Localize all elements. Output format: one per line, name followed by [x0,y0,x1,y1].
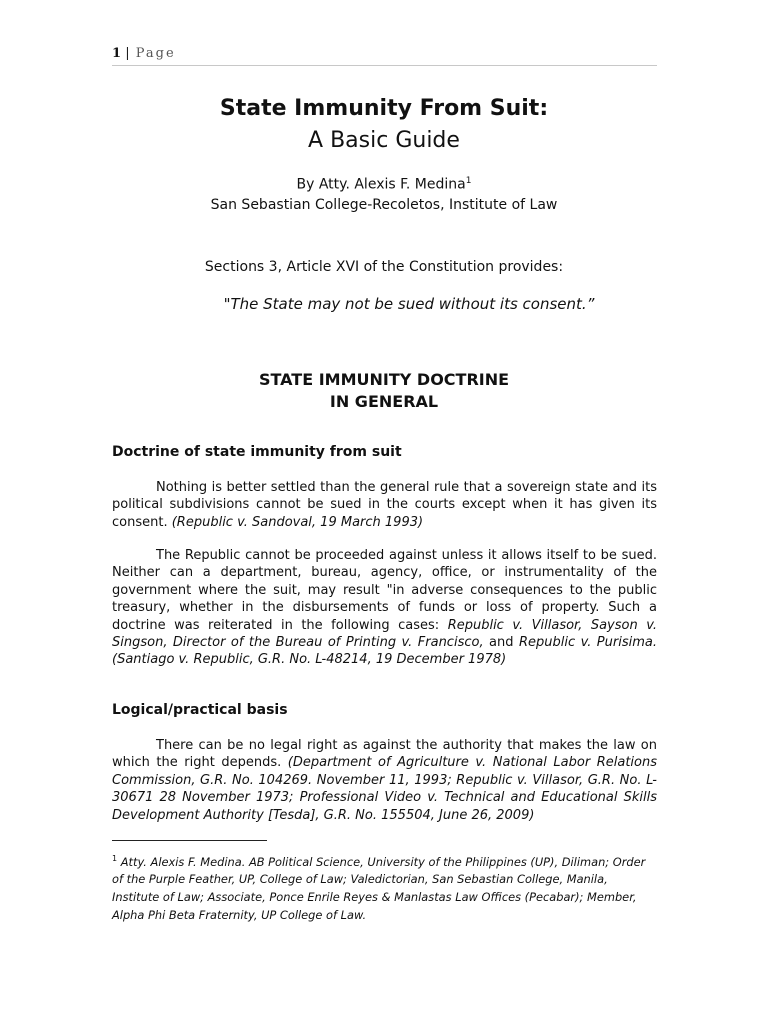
paragraph-citation: (Santiago v. Republic, G.R. No. L-48214, 19 December 1978) [112,652,507,668]
page-separator: | [125,46,130,61]
intro-line: Sections 3, Article XVI of the Constitution provides: [204,259,564,275]
paragraph-text: Nothing is better settled than the general rule that a sovereign state and its political subdivisions cannot be sued in the courts except when it has given its consent. [112,480,657,530]
footnote-divider [112,840,267,841]
author-institution: San Sebastian College-Recoletos, Institute of Law [210,197,558,213]
section-heading [0,369,768,413]
case-name: Republic v. Purisima. [518,635,657,651]
page-number: 1 [112,46,122,61]
author-name: By Atty. Alexis F. Medina [296,176,466,193]
section-heading-line2: IN GENERAL [329,392,439,411]
subsection-heading-basis: Logical/practical basis [112,702,288,718]
paragraph-text: The Republic cannot be proceeded against unless it allows itself to be sued. Neither can a department, bureau, agency, office, or instrumentality of the government where the suit, may result "in adverse consequences to the public treasury, whether in the disbursements of funds or loss of property. Such a doctrine was reiterated in the following cases: [112,548,657,633]
footnote-marker: 1 [112,854,118,863]
subsection-heading-doctrine: Doctrine of state immunity from suit [112,444,402,460]
paragraph-doctrine-1 [112,479,657,531]
document-title: State Immunity From Suit: [219,96,549,121]
footnote-text: Atty. Alexis F. Medina. AB Political Science, University of the Philippines (UP), Diliman; Order of the Purple Feather, UP, College of Law; Valedictorian, San Sebastian College, Manila, Institute of Law; Associate, Ponce Enrile Reyes & Manlastas Law Offices (Pecabar); Member, Alpha Phi Beta Fraternity, UP College of Law. [112,854,646,922]
paragraph-doctrine-2 [112,547,657,669]
conjunction: and [483,635,519,651]
paragraph-text: There can be no legal right as against the authority that makes the law on which the right depends. [112,738,657,771]
footnote [112,850,657,924]
constitution-quote: "The State may not be sued without its consent.” [223,295,595,313]
case-list: Republic v. Villasor, Sayson v. Singson, Director of the Bureau of Printing v. Francisco, [112,617,657,651]
paragraph-basis-1 [112,737,657,824]
document-subtitle: A Basic Guide [308,128,460,153]
author-byline [0,176,768,193]
page-word: Page [135,46,176,61]
section-heading-line1: STATE IMMUNITY DOCTRINE [258,370,510,389]
page-header [112,46,657,66]
paragraph-citation: (Department of Agriculture v. National Labor Relations Commission, G.R. No. 104269. November 11, 1993; Republic v. Villasor, G.R. No. L-30671 28 November 1973; Professional Video v. Technical and Educational Skills Development Authority [Tesda], G.R. No. 155504, June 26, 2009) [112,755,657,823]
paragraph-citation: (Republic v. Sandoval, 19 March 1993) [171,514,424,530]
footnote-reference[interactable]: 1 [465,176,472,186]
